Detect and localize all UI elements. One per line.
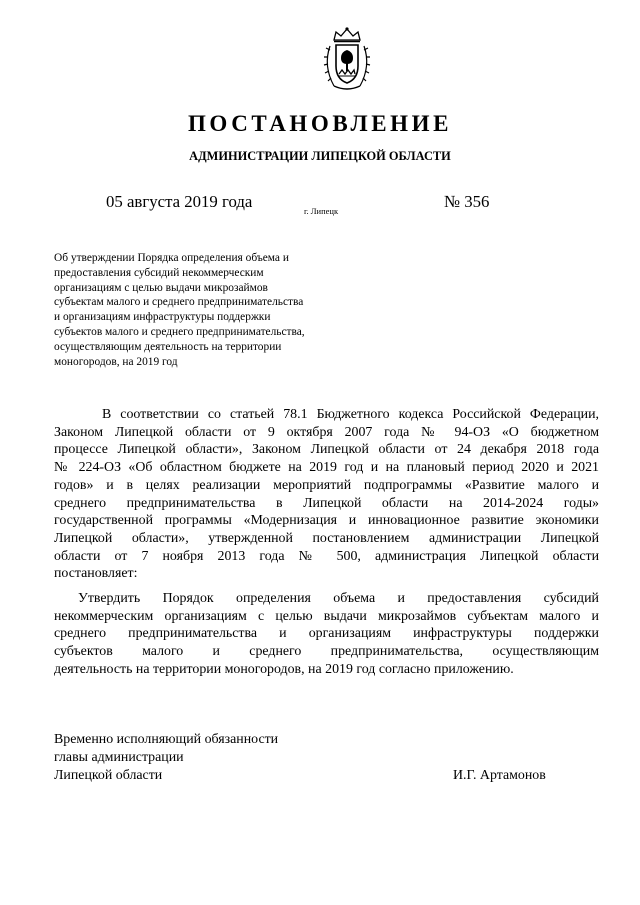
signatory-position-line: Временно исполняющий обязанности bbox=[54, 732, 279, 747]
body-paragraph-resolution bbox=[54, 590, 599, 679]
signatory-position bbox=[54, 731, 278, 785]
subject-line: организациям с целью выдачи микрозаймов bbox=[54, 281, 268, 294]
subject-line: Об утверждении Порядка определения объема и bbox=[54, 252, 289, 264]
subject-line: и организациям инфраструктуры поддержки bbox=[54, 311, 271, 324]
signatory-name: И.Г. Артамонов bbox=[453, 768, 546, 783]
document-city: г. Липецк bbox=[304, 206, 339, 216]
document-title: ПОСТАНОВЛЕНИЕ bbox=[187, 111, 453, 136]
subject-line: предоставления субсидий некоммерческим bbox=[54, 266, 264, 279]
paragraph-line: Липецкой области», утвержденной постановлением администрации Липецкой bbox=[54, 530, 599, 546]
signatory-position-line: Липецкой области bbox=[54, 768, 163, 783]
issuing-authority: АДМИНИСТРАЦИИ ЛИПЕЦКОЙ ОБЛАСТИ bbox=[189, 149, 451, 163]
paragraph-line: постановляет: bbox=[54, 566, 138, 582]
paragraph-line: деятельность на территории моногородов, на 2019 год согласно приложению. bbox=[54, 661, 514, 677]
paragraph-line: некоммерческим организациям с целью выдачи микрозаймов субъектам малого и bbox=[54, 608, 599, 624]
coat-of-arms-icon bbox=[322, 26, 372, 92]
paragraph-line: Законом Липецкой области от 9 октября 2007 года № 94-ОЗ «О бюджетном bbox=[54, 424, 599, 440]
signatory-position-line: главы администрации bbox=[54, 750, 184, 765]
paragraph-line: среднего предпринимательства в Липецкой области на 2014-2024 годы» bbox=[54, 495, 599, 511]
paragraph-line: годов» и в целях реализации мероприятий подпрограммы «Развитие малого и bbox=[54, 477, 599, 493]
document-number: № 356 bbox=[444, 192, 490, 211]
subject-line: субъектам малого и среднего предпринимательства bbox=[54, 296, 304, 309]
paragraph-line: В соответствии со статьей 78.1 Бюджетного кодекса Российской Федерации, bbox=[102, 407, 599, 422]
subject-line: моногородов, на 2019 год bbox=[54, 355, 178, 368]
paragraph-line: процессе Липецкой области», Законом Липецкой области от 24 декабря 2018 года bbox=[54, 442, 599, 458]
body-paragraph-basis bbox=[54, 406, 599, 583]
paragraph-line: государственной программы «Модернизация и инновационное развитие экономики bbox=[54, 513, 599, 529]
document-date: 05 августа 2019 года bbox=[106, 192, 253, 211]
paragraph-line: субъектов малого и среднего предпринимательства, осуществляющим bbox=[54, 644, 599, 660]
paragraph-line: среднего предпринимательства и организациям инфраструктуры поддержки bbox=[54, 626, 599, 642]
subject-line: осуществляющим деятельность на территории bbox=[54, 340, 282, 353]
paragraph-line: области от 7 ноября 2013 года № 500, администрация Липецкой области bbox=[54, 548, 599, 564]
paragraph-line: № 224-ОЗ «Об областном бюджете на 2019 год и на плановый период 2020 и 2021 bbox=[54, 460, 599, 476]
document-subject bbox=[54, 251, 354, 369]
subject-line: субъектов малого и среднего предпринимательства, bbox=[54, 325, 305, 338]
paragraph-line: Утвердить Порядок определения объема и предоставления субсидий bbox=[78, 591, 599, 606]
